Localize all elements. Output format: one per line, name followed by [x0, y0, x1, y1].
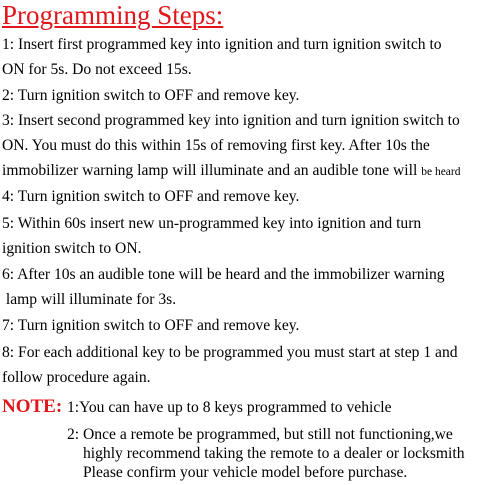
- note-line-2: 2: Once a remote be programmed, but still not functioning,we: [67, 426, 453, 443]
- note-line-3: highly recommend taking the remote to a dealer or locksmith: [83, 445, 465, 462]
- step-line-7: 4: Turn ignition switch to OFF and remove key.: [2, 188, 300, 205]
- page-title: Programming Steps:: [2, 0, 224, 30]
- step-line-11: lamp will illuminate for 3s.: [2, 291, 177, 308]
- step-line-14: follow procedure again.: [2, 369, 151, 386]
- step-line-12: 7: Turn ignition switch to OFF and remove key.: [2, 317, 300, 334]
- note-label: NOTE:: [2, 396, 63, 417]
- step-line-6: [2, 161, 461, 182]
- step-line-10: 6: After 10s an audible tone will be heard and the immobilizer warning: [2, 266, 445, 283]
- step-line-6-small: be heard: [421, 166, 461, 178]
- step-line-5: ON. You must do this within 15s of removing first key. After 10s the: [2, 137, 430, 154]
- step-line-9: ignition switch to ON.: [2, 240, 142, 257]
- step-line-6-main: immobilizer warning lamp will illuminate and an audible tone will: [2, 162, 418, 179]
- note-line-4: Please confirm your vehicle model before purchase.: [83, 464, 408, 481]
- step-line-2: ON for 5s. Do not exceed 15s.: [2, 61, 192, 78]
- step-line-8: 5: Within 60s insert new un-programmed key into ignition and turn: [2, 215, 422, 232]
- step-line-1: 1: Insert first programmed key into ignition and turn ignition switch to: [2, 36, 442, 53]
- step-line-4: 3: Insert second programmed key into ignition and turn ignition switch to: [2, 112, 460, 129]
- step-line-3: 2: Turn ignition switch to OFF and remove key.: [2, 87, 300, 104]
- step-line-13: 8: For each additional key to be programmed you must start at step 1 and: [2, 344, 458, 361]
- note-line-1: 1:You can have up to 8 keys programmed to vehicle: [67, 399, 392, 416]
